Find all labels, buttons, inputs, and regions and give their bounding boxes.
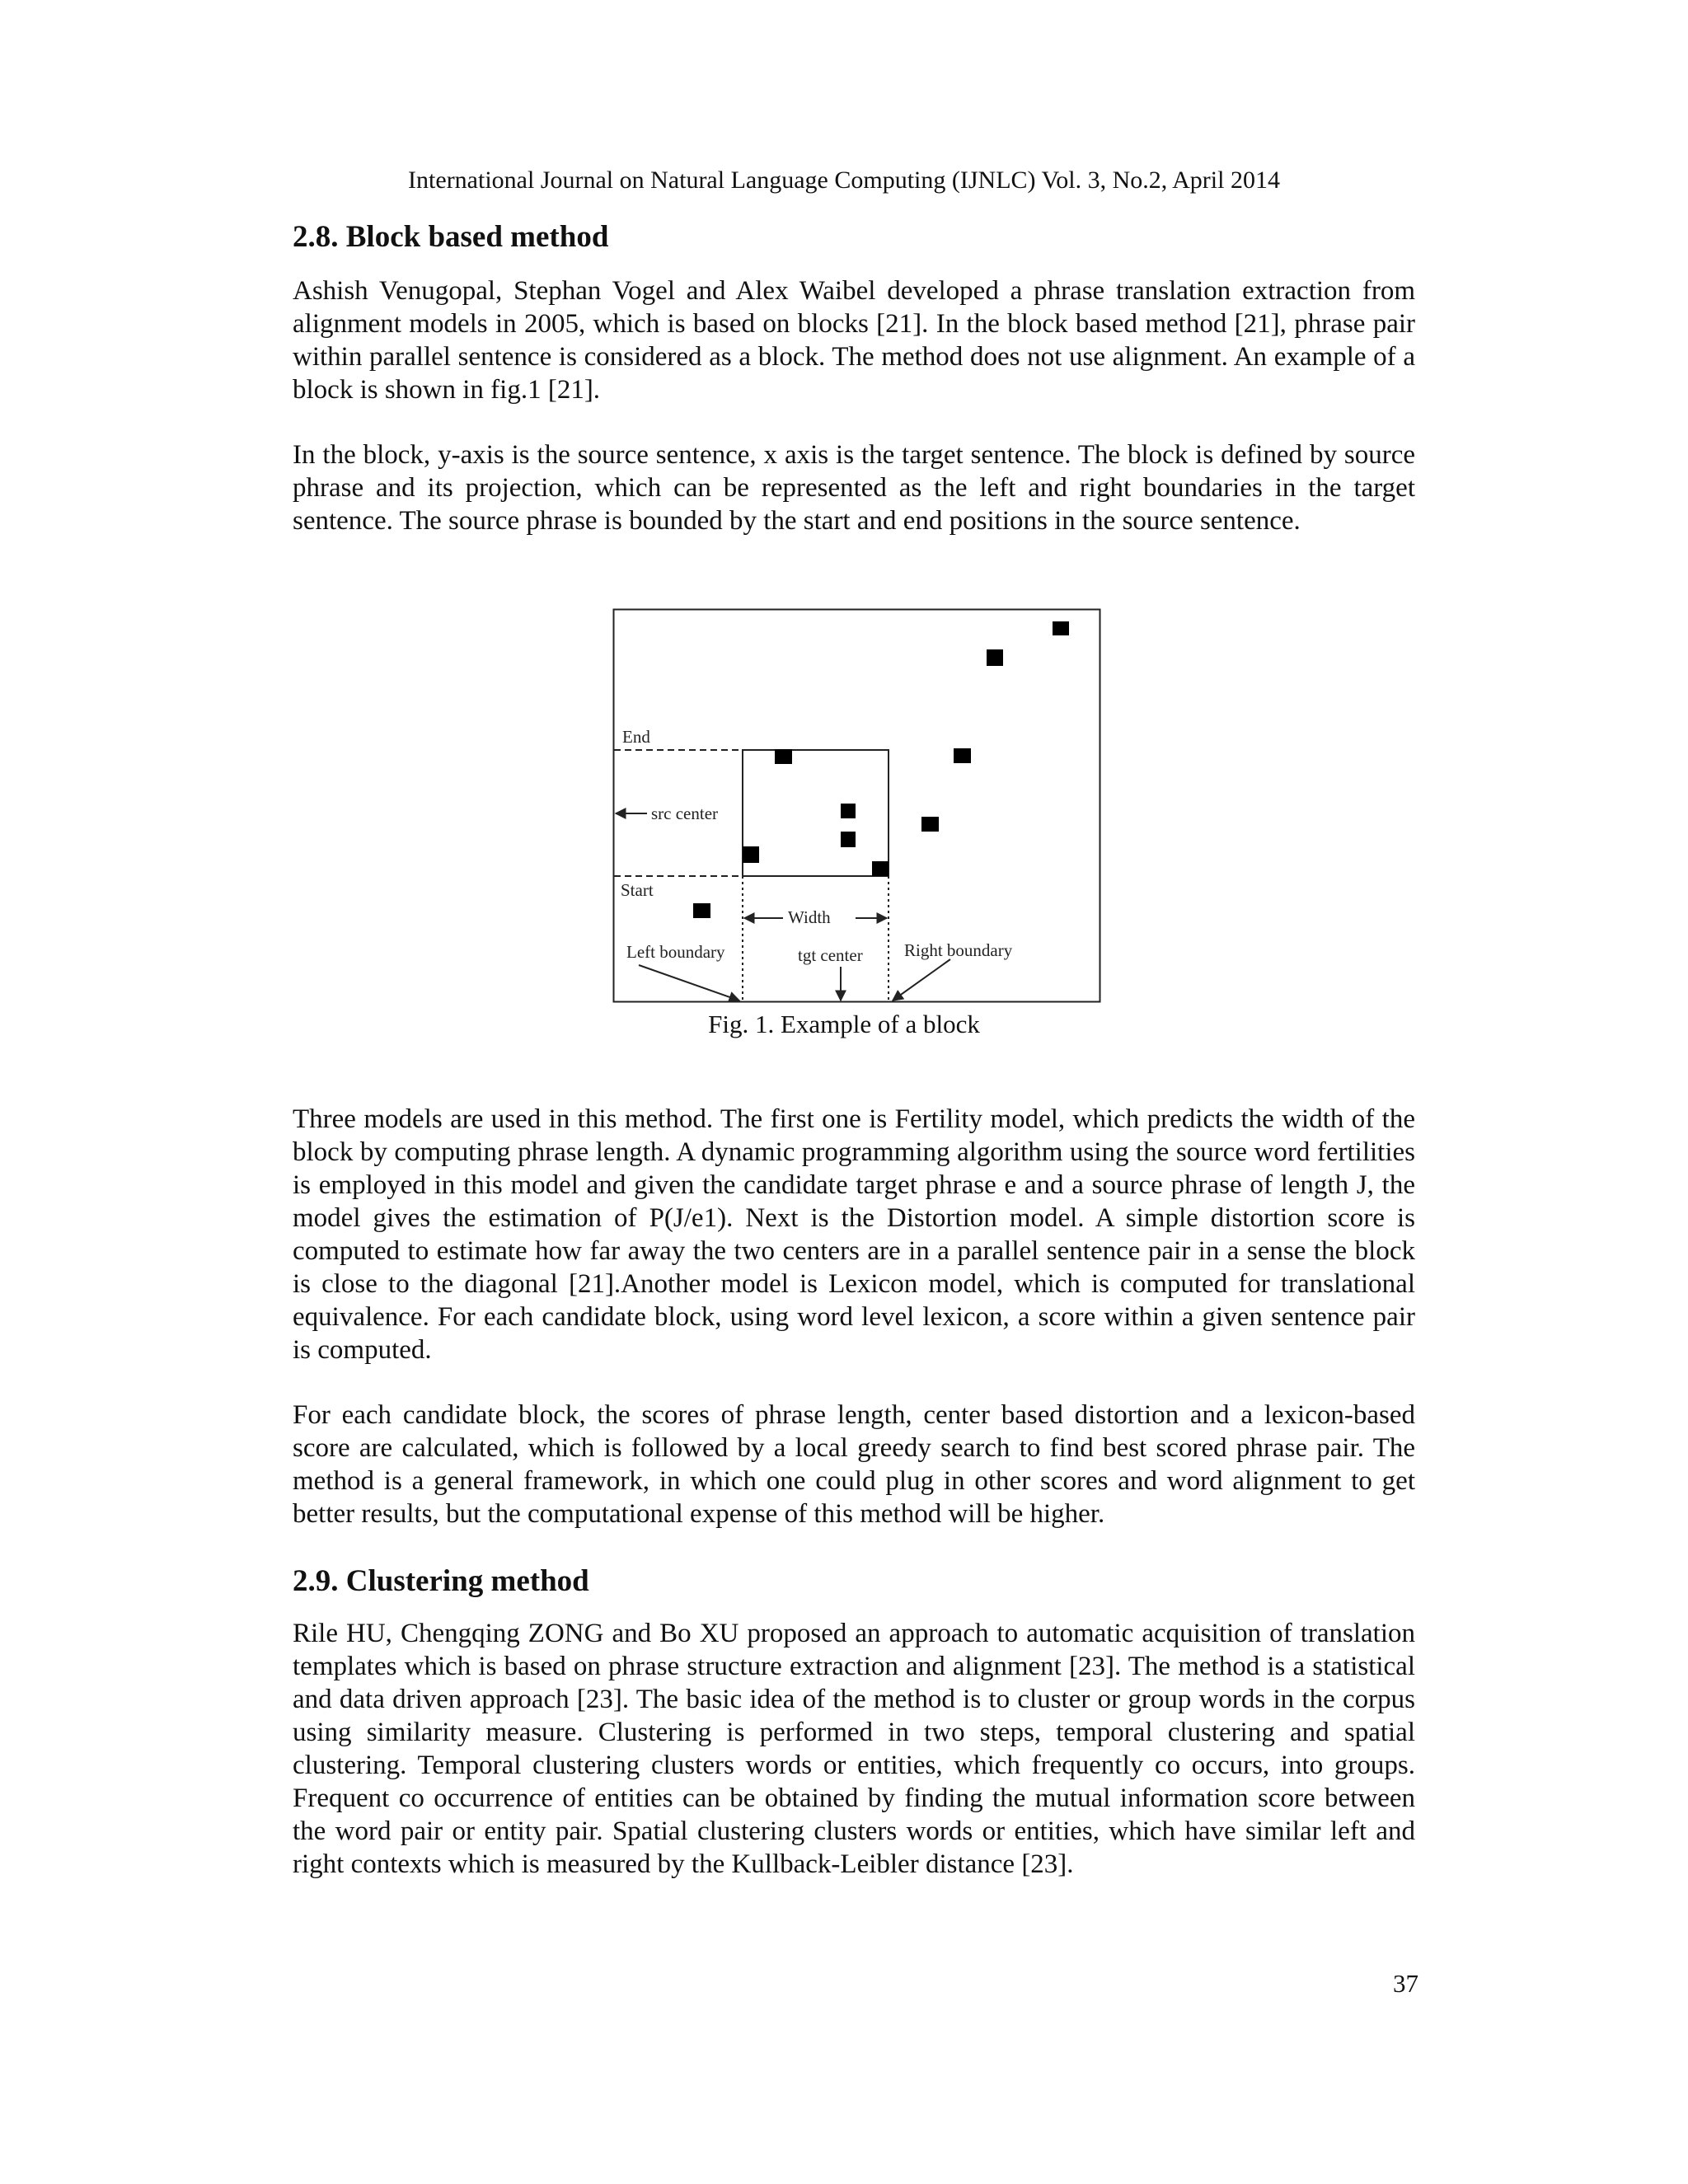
label-right-boundary: Right boundary	[904, 940, 1013, 960]
block-diagram	[612, 608, 1101, 1003]
label-tgt-center: tgt center	[798, 945, 863, 965]
alignment-point	[775, 749, 792, 764]
label-end: End	[622, 727, 650, 747]
label-left-boundary: Left boundary	[626, 942, 725, 962]
alignment-point	[954, 748, 971, 763]
alignment-point	[693, 903, 710, 918]
alignment-point	[921, 817, 939, 832]
alignment-point	[841, 832, 856, 847]
label-src-center: src center	[651, 804, 719, 823]
label-width: Width	[788, 907, 831, 927]
paragraph-scoring: For each candidate block, the scores of phrase length, center based distortion and a lexicon-based score are calculated, which is followed by a local greedy search to find best scored phrase pair. The method is a general framework, in which one could plug in other scores and word alignment to get better results, but the computational expense of this method will be higher.	[293, 1400, 1415, 1529]
left-boundary-arrow	[639, 965, 739, 1001]
right-boundary-arrow	[893, 959, 950, 1001]
paragraph-three-models: Three models are used in this method. The first one is Fertility model, which predicts the width of the block by computing phrase length. A dynamic programming algorithm using the source word fertilities is employed in this model and given the candidate target phrase e and a source phrase of length J, the model gives the estimation of P(J/e1). Next is the Distortion model. A simple distortion score is computed to estimate how far away the two centers are in a parallel sentence pair in a sense the block is close to the diagonal [21].Another model is Lexicon model, which is computed for translational equivalence. For each candidate block, using word level lexicon, a score within a given sentence pair is computed.	[293, 1104, 1415, 1365]
alignment-point	[841, 804, 856, 818]
figure-block-example	[612, 608, 1101, 1003]
alignment-point	[1053, 621, 1069, 635]
paragraph-clustering: Rile HU, Chengqing ZONG and Bo XU proposed an approach to automatic acquisition of translation templates which is based on phrase structure extraction and alignment [23]. The method is a statistical and data driven approach [23]. The basic idea of the method is to cluster or group words in the corpus using similarity measure. Clustering is performed in two steps, temporal clustering and spatial clustering. Temporal clustering clusters words or entities, which frequently co occurs, into groups. Frequent co occurrence of entities can be obtained by finding the mutual information score between the word pair or entity pair. Spatial clustering clusters words or entities, which have similar left and right contexts which is measured by the Kullback-Leibler distance [23].	[293, 1619, 1415, 1879]
section-heading-2-9: 2.9. Clustering method	[293, 1564, 589, 1598]
alignment-point	[743, 846, 759, 863]
paragraph-block-method-intro: Ashish Venugopal, Stephan Vogel and Alex Waibel developed a phrase translation extraction from alignment models in 2005, which is based on blocks [21]. In the block based method [21], phrase pair within parallel sentence is considered as a block. The method does not use alignment. An example of a block is shown in fig.1 [21].	[293, 276, 1415, 405]
label-start: Start	[621, 880, 654, 900]
running-header: International Journal on Natural Language Computing (IJNLC) Vol. 3, No.2, April 2014	[408, 166, 1280, 194]
alignment-point	[872, 861, 889, 876]
section-heading-2-8: 2.8. Block based method	[293, 220, 609, 254]
alignment-point	[987, 649, 1003, 666]
paragraph-block-definition: In the block, y-axis is the source sentence, x axis is the target sentence. The block is defined by source phrase and its projection, which can be represented as the left and right boundaries in the target sentence. The source phrase is bounded by the start and end positions in the source sentence.	[293, 440, 1415, 536]
figure-caption: Fig. 1. Example of a block	[708, 1010, 980, 1038]
page-number: 37	[1393, 1969, 1418, 1998]
block-rectangle	[743, 750, 889, 876]
